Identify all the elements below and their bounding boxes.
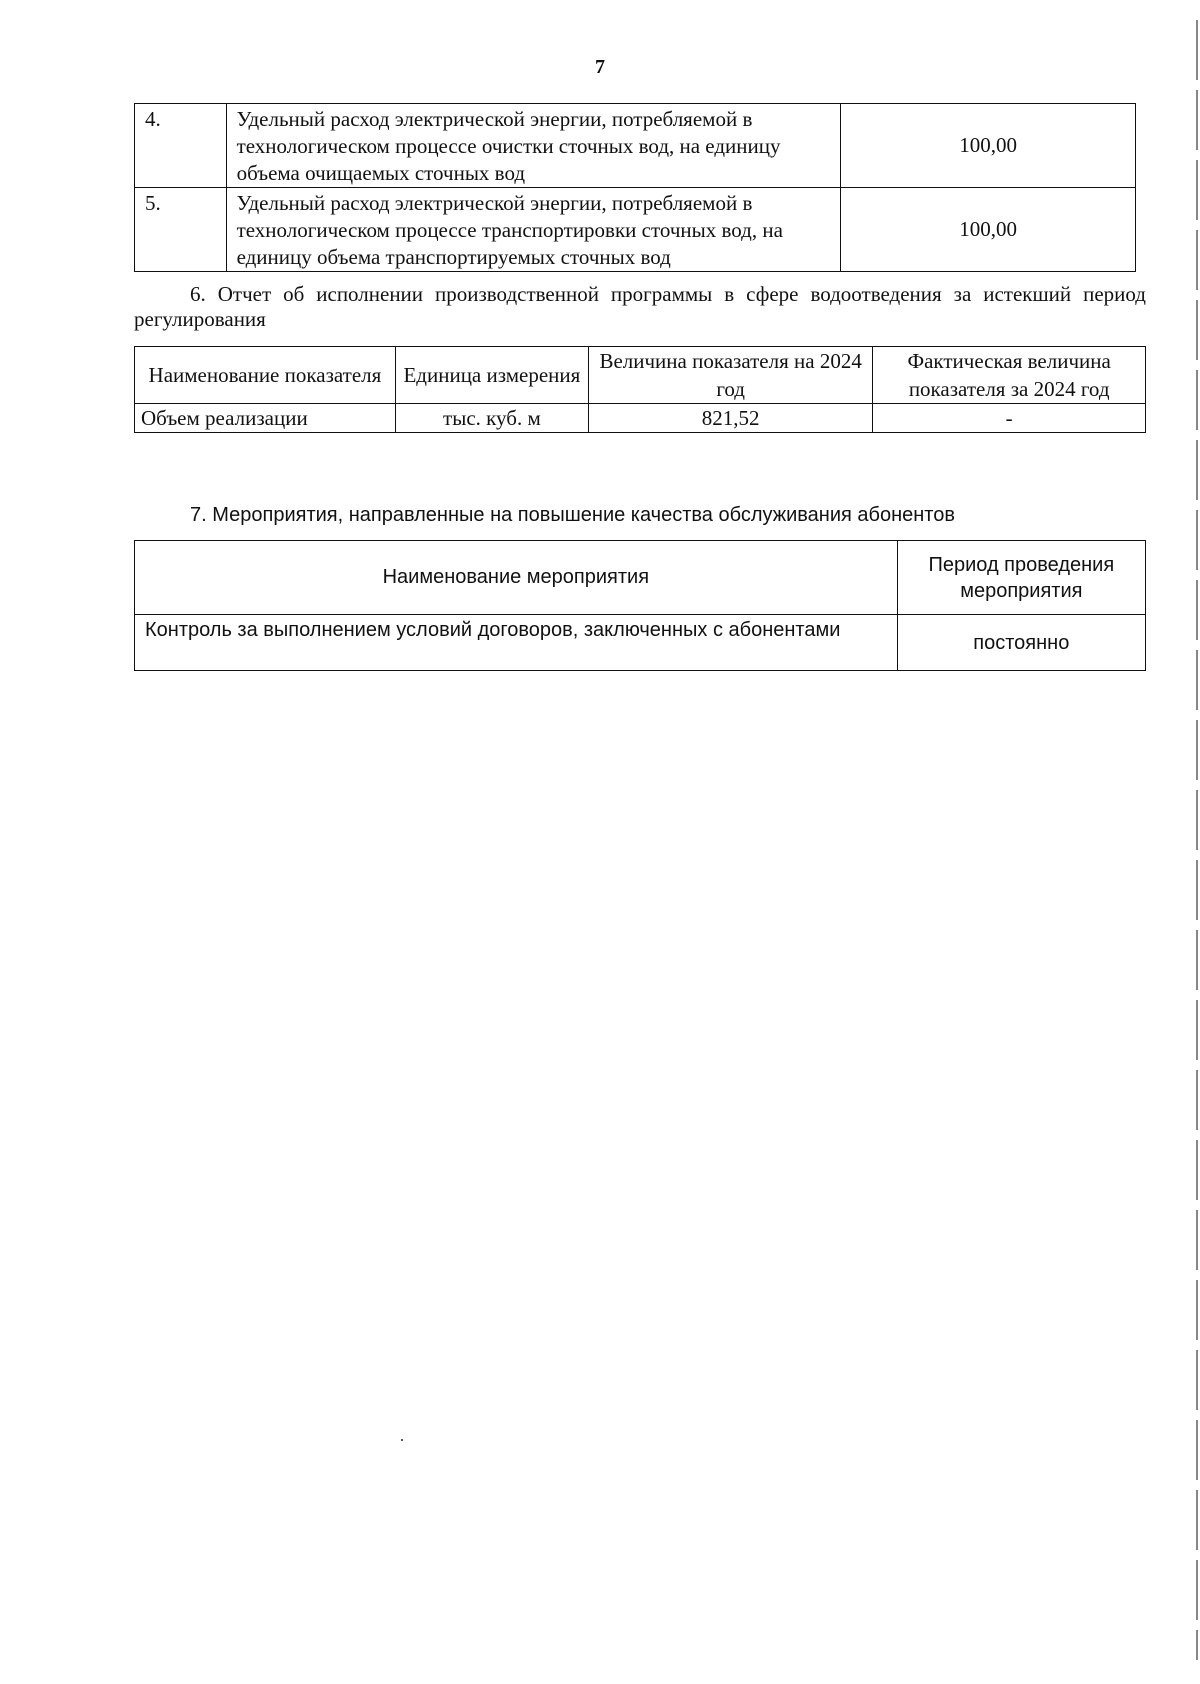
header-unit: Единица измерения [395, 347, 588, 404]
cell-planned-value: 821,52 [588, 404, 872, 433]
indicator-name: Удельный расход электрической энергии, потребляемой в технологическом процессе очистки сточных вод, на единицу объема очищаемых сточных вод [226, 104, 841, 188]
program-report-table [134, 346, 1146, 433]
header-planned-value: Величина показателя на 2024 год [588, 347, 872, 404]
indicator-name: Удельный расход электрической энергии, потребляемой в технологическом процессе транспортировки сточных вод, на единицу объема транспортируемых сточных вод [226, 188, 841, 272]
row-number: 4. [135, 104, 227, 188]
table-row [135, 188, 1136, 272]
section-6-heading: 6. Отчет об исполнении производственной программы в сфере водоотведения за истекший период регулирования [134, 282, 1146, 331]
table-row [135, 404, 1146, 433]
table-header-row [135, 347, 1146, 404]
table-row [135, 615, 1146, 671]
indicator-value: 100,00 [841, 188, 1136, 272]
cell-actual-value: - [873, 404, 1146, 433]
indicators-table [134, 103, 1136, 272]
scan-speck [401, 1439, 403, 1441]
measures-table [134, 540, 1146, 671]
header-measure-name: Наименование мероприятия [135, 541, 898, 615]
table-header-row [135, 541, 1146, 615]
cell-indicator-name: Объем реализации [135, 404, 396, 433]
cell-unit: тыс. куб. м [395, 404, 588, 433]
cell-measure-period: постоянно [897, 615, 1145, 671]
page-number: 7 [595, 56, 605, 78]
header-actual-value: Фактическая величина показателя за 2024 год [873, 347, 1146, 404]
scan-edge-mark [1196, 20, 1198, 1660]
cell-measure-name: Контроль за выполнением условий договоров, заключенных с абонентами [135, 615, 898, 671]
indicator-value: 100,00 [841, 104, 1136, 188]
table-row [135, 104, 1136, 188]
section-7-heading: 7. Мероприятия, направленные на повышение качества обслуживания абонентов [190, 504, 955, 526]
header-indicator-name: Наименование показателя [135, 347, 396, 404]
header-measure-period: Период проведения мероприятия [897, 541, 1145, 615]
row-number: 5. [135, 188, 227, 272]
